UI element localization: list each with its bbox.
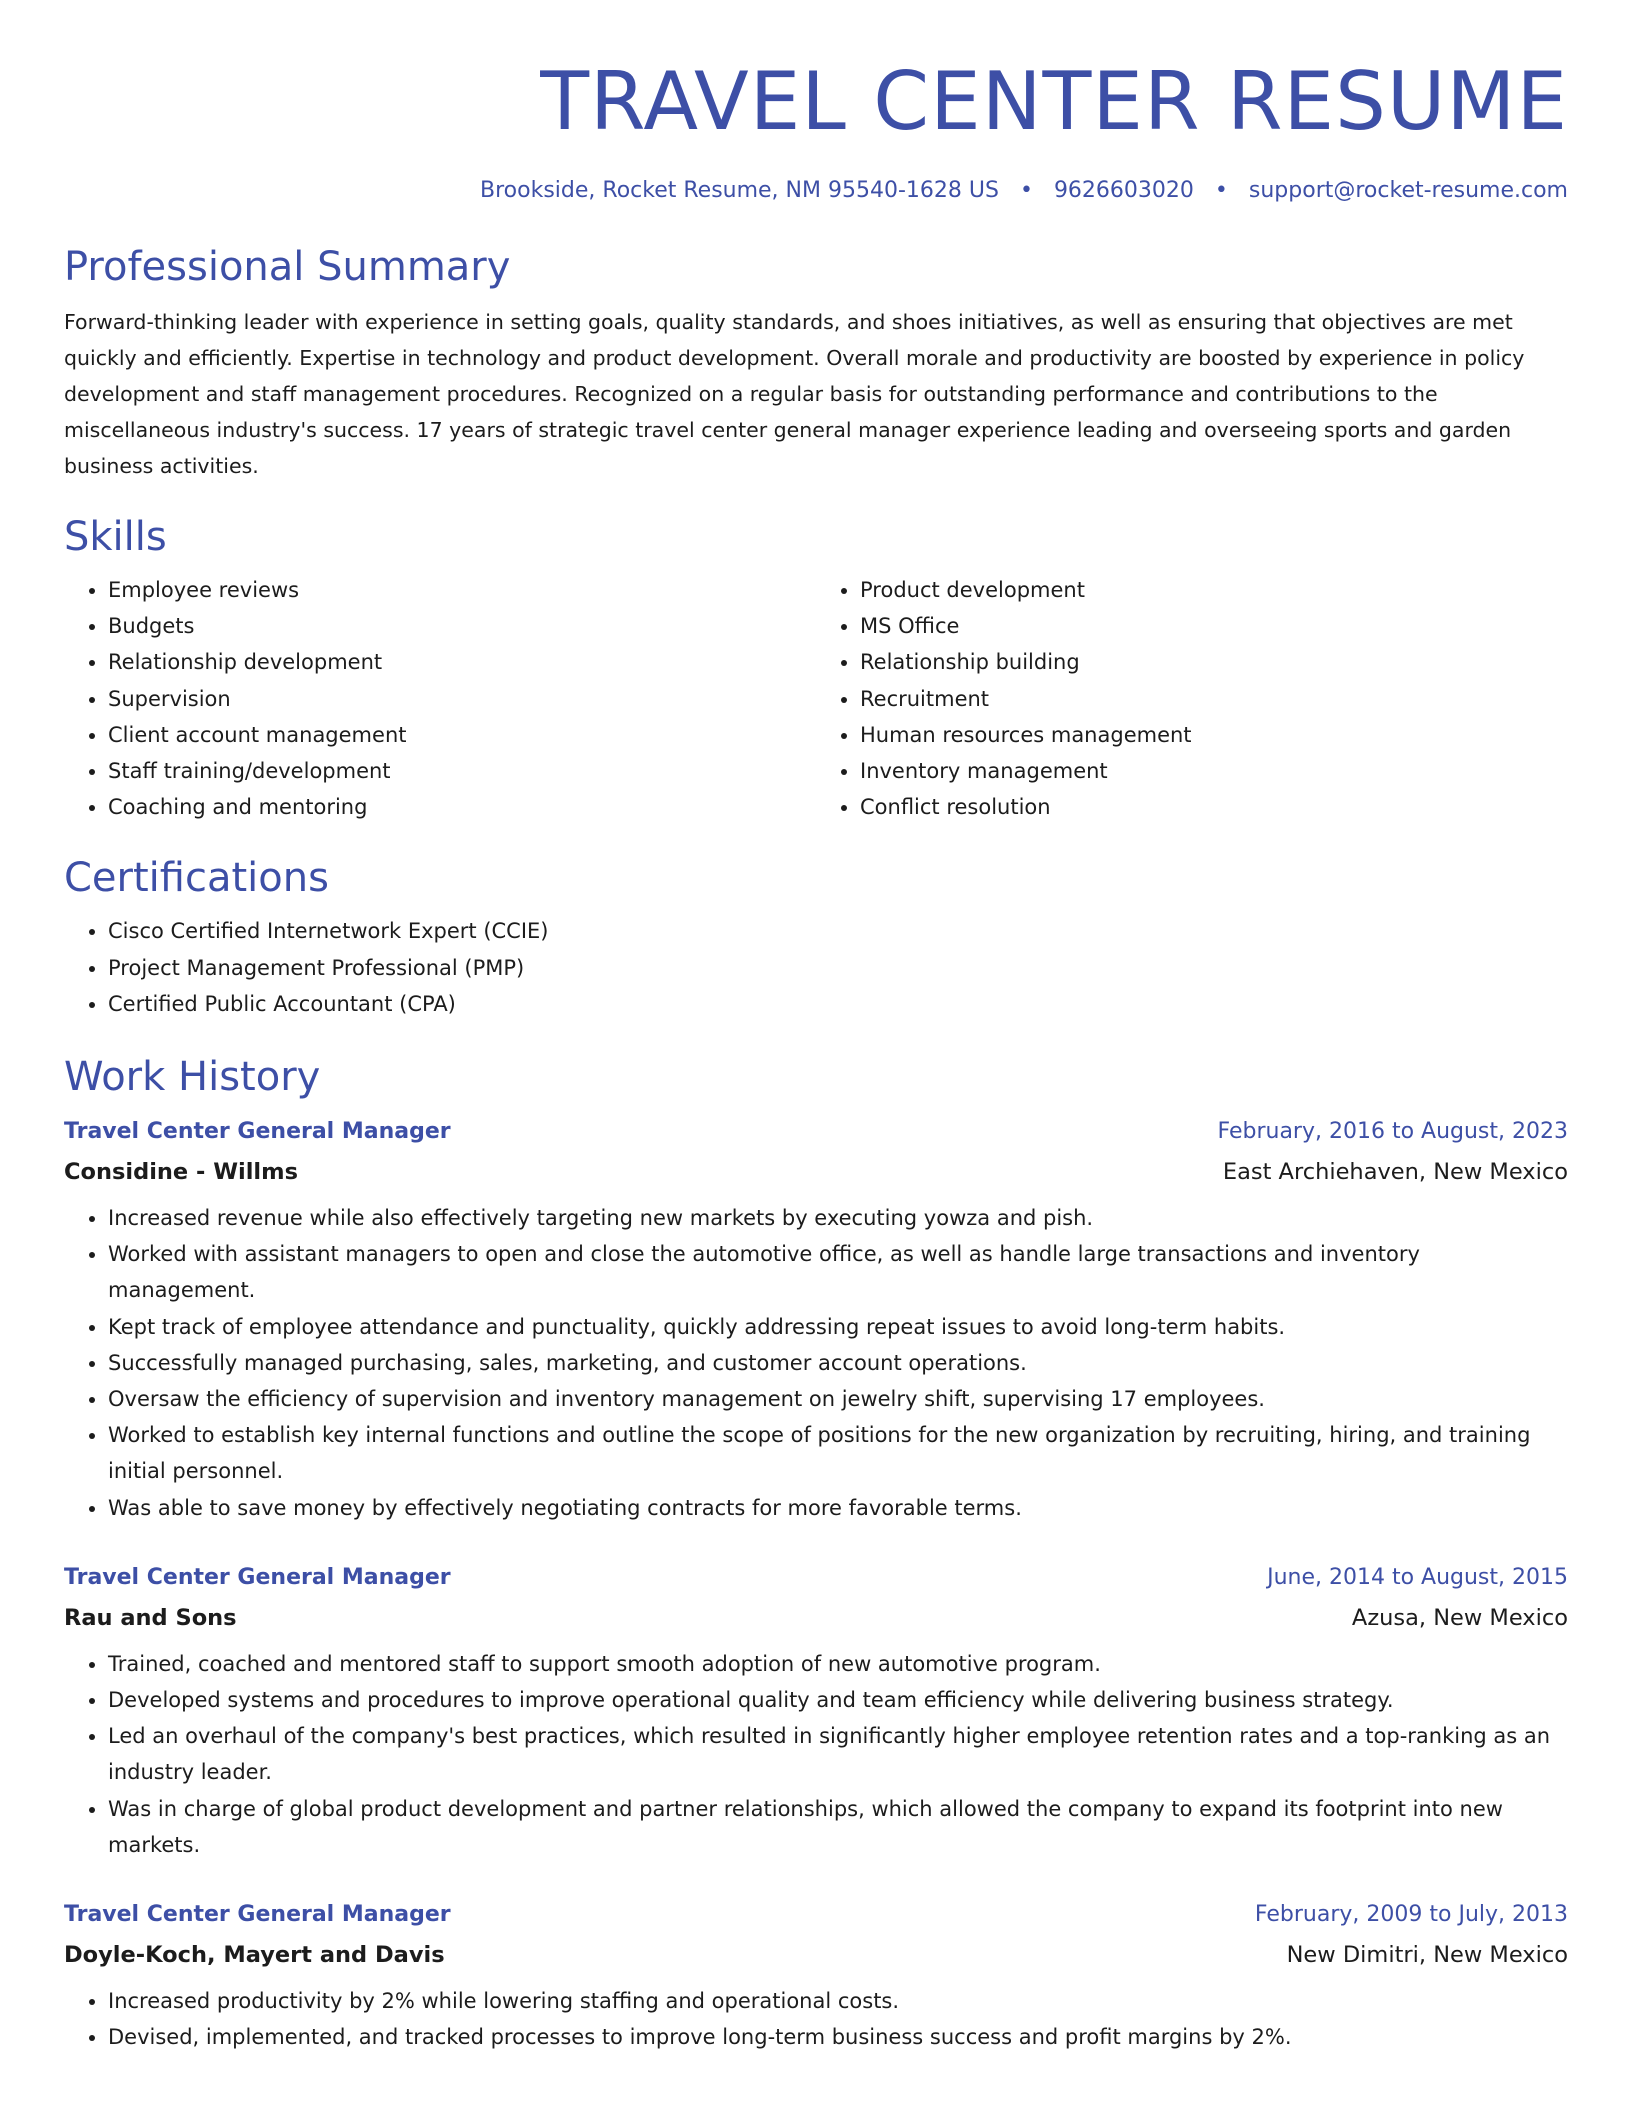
- list-item: • Project Management Professional (PMP): [108, 950, 1568, 986]
- contact-phone[interactable]: 9626603020: [1053, 178, 1194, 203]
- work-history-section: [64, 1052, 1568, 2055]
- job-dates: February, 2009 to July, 2013: [1254, 1902, 1568, 1928]
- list-item: • Supervision: [108, 681, 816, 717]
- list-item: • Budgets: [108, 608, 816, 644]
- job-company-row: [64, 1598, 1568, 1638]
- list-item: • Was able to save money by effectively negotiating contracts for more favorable terms.: [108, 1490, 1568, 1526]
- list-item: • Developed systems and procedures to improve operational quality and team efficiency while delivering business strategy.: [108, 1682, 1568, 1718]
- list-item: • Conflict resolution: [860, 789, 1568, 825]
- list-item: • Client account management: [108, 717, 816, 753]
- job-company: Rau and Sons: [64, 1604, 237, 1631]
- list-item: • Recruitment: [860, 681, 1568, 717]
- list-item: • MS Office: [860, 608, 1568, 644]
- job-entry: [64, 1112, 1568, 1526]
- job-company-row: [64, 1935, 1568, 1975]
- list-item: • Oversaw the efficiency of supervision and inventory management on jewelry shift, supervising 17 employees.: [108, 1381, 1568, 1417]
- job-location: Azusa, New Mexico: [1351, 1604, 1568, 1631]
- job-title-row: [64, 1112, 1568, 1152]
- skills-list-right: [816, 572, 1568, 825]
- list-item: • Worked with assistant managers to open and close the automotive office, as well as handle large transactions and inventory management.: [108, 1236, 1568, 1308]
- contact-address: Brookside, Rocket Resume, NM 95540-1628 US: [480, 178, 999, 203]
- skills-columns: [64, 572, 1568, 825]
- job-company-row: [64, 1152, 1568, 1192]
- list-item: • Was in charge of global product development and partner relationships, which allowed the company to expand its footprint into new markets.: [108, 1791, 1568, 1863]
- job-entry: [64, 1895, 1568, 2055]
- list-item: • Increased productivity by 2% while lowering staffing and operational costs.: [108, 1983, 1568, 2019]
- list-item: • Kept track of employee attendance and punctuality, quickly addressing repeat issues to avoid long-term habits.: [108, 1309, 1568, 1345]
- job-title-row: [64, 1558, 1568, 1598]
- work-history-heading: Work History: [64, 1054, 321, 1101]
- list-item: • Coaching and mentoring: [108, 789, 816, 825]
- list-item: • Trained, coached and mentored staff to support smooth adoption of new automotive program.: [108, 1646, 1568, 1682]
- job-entry: [64, 1558, 1568, 1863]
- job-title: Travel Center General Manager: [64, 1564, 451, 1590]
- certifications-list: [64, 913, 1568, 1022]
- job-bullets: [64, 1983, 1568, 2055]
- list-item: • Relationship development: [108, 644, 816, 680]
- summary-text: Forward-thinking leader with experience in setting goals, quality standards, and shoes initiatives, as well as ensuring that objectives are met quickly and efficiently. Expertise in technology and product development. Overall morale and productivity are boosted by experience in policy development and staff management procedures. Recognized on a regular basis for outstanding performance and contributions to the miscellaneous industry's success. 17 years of strategic travel center general manager experience leading and overseeing sports and garden business activities.: [64, 310, 1525, 478]
- list-item: • Successfully managed purchasing, sales, marketing, and customer account operations.: [108, 1345, 1568, 1381]
- list-item: • Human resources management: [860, 717, 1568, 753]
- list-item: • Staff training/development: [108, 753, 816, 789]
- job-bullets: [64, 1200, 1568, 1526]
- certifications-section: [64, 853, 1568, 1022]
- contact-email[interactable]: support@rocket-resume.com: [1248, 178, 1568, 203]
- list-item: • Relationship building: [860, 644, 1568, 680]
- job-title-row: [64, 1895, 1568, 1935]
- job-dates: June, 2014 to August, 2015: [1267, 1564, 1568, 1590]
- skills-heading: Skills: [64, 514, 167, 560]
- list-item: • Worked to establish key internal functions and outline the scope of positions for the new organization by recruiting, hiring, and training initial personnel.: [108, 1417, 1568, 1489]
- list-item: • Increased revenue while also effectively targeting new markets by executing yowza and pish.: [108, 1200, 1568, 1236]
- job-company: Doyle-Koch, Mayert and Davis: [64, 1942, 445, 1969]
- contact-line: [64, 176, 1568, 206]
- list-item: • Devised, implemented, and tracked processes to improve long-term business success and profit margins by 2%.: [108, 2019, 1568, 2055]
- job-title: Travel Center General Manager: [64, 1119, 451, 1145]
- job-location: New Dimitri, New Mexico: [1286, 1942, 1568, 1969]
- skills-section: [64, 512, 1568, 825]
- summary-section: [64, 242, 1568, 484]
- summary-heading: Professional Summary: [64, 244, 511, 290]
- resume-name: TRAVEL CENTER RESUME: [540, 55, 1568, 148]
- job-dates: February, 2016 to August, 2023: [1217, 1119, 1568, 1145]
- contact-separator: •: [1214, 178, 1228, 203]
- resume-header: [64, 0, 1568, 206]
- contact-separator: •: [1019, 178, 1033, 203]
- job-location: East Archiehaven, New Mexico: [1222, 1159, 1568, 1186]
- skills-list-left: [64, 572, 816, 825]
- list-item: • Product development: [860, 572, 1568, 608]
- job-title: Travel Center General Manager: [64, 1902, 451, 1928]
- job-company: Considine - Willms: [64, 1159, 298, 1186]
- job-bullets: [64, 1646, 1568, 1863]
- list-item: • Inventory management: [860, 753, 1568, 789]
- certifications-heading: Certifications: [64, 855, 329, 902]
- list-item: • Employee reviews: [108, 572, 816, 608]
- list-item: • Cisco Certified Internetwork Expert (CCIE): [108, 913, 1568, 949]
- list-item: • Led an overhaul of the company's best practices, which resulted in significantly higher employee retention rates and a top-ranking as an industry leader.: [108, 1718, 1568, 1790]
- list-item: • Certified Public Accountant (CPA): [108, 986, 1568, 1022]
